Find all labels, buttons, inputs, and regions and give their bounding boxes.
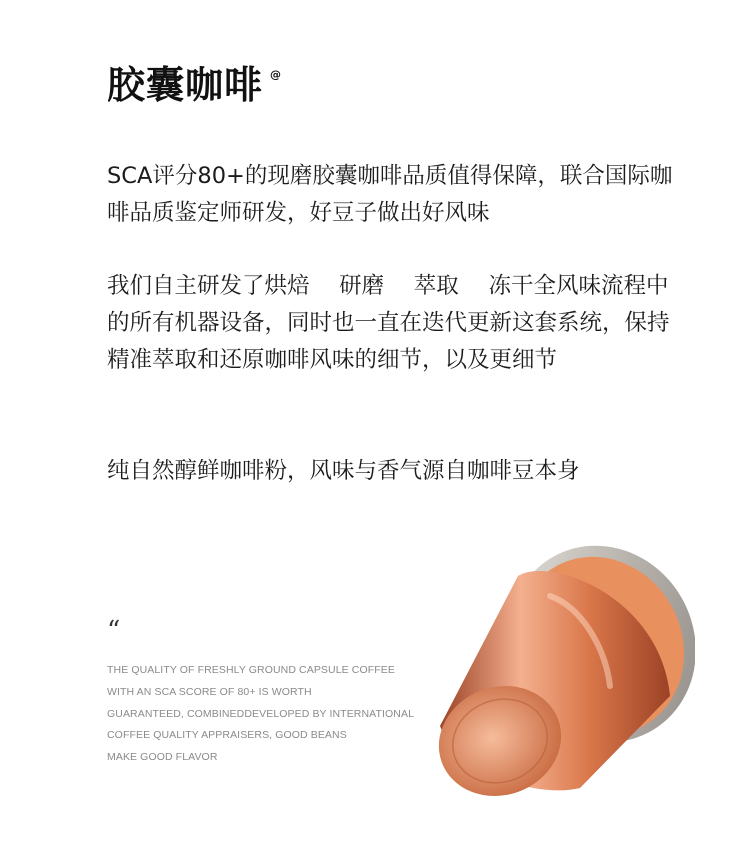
english-line: WITH AN SCA SCORE OF 80+ IS WORTH (107, 685, 312, 698)
intro-paragraph: SCA评分80+的现磨胶囊咖啡品质值得保障，联合国际咖啡品质鉴定师研发，好豆子做出好风味 (107, 163, 673, 226)
coffee-capsule-image (430, 536, 695, 806)
page-title: 胶囊咖啡 (107, 63, 264, 107)
english-line: MAKE GOOD FLAVOR (107, 751, 218, 764)
english-line: THE QUALITY OF FRESHLY GROUND CAPSULE COFFEE (107, 664, 395, 676)
flavor-paragraph: 纯自然醇鲜咖啡粉，风味与香气源自咖啡豆本身 (107, 458, 580, 484)
english-line: GUARANTEED, COMBINEDDEVELOPED BY INTERNATIONAL (107, 707, 415, 720)
quote-mark: “ (107, 616, 121, 646)
english-line: COFFEE QUALITY APPRAISERS, GOOD BEANS (107, 729, 347, 742)
process-paragraph: 我们自主研发了烘焙 研磨 萃取 冻干全风味流程中的所有机器设备，同时也一直在迭代更新这套系统，保持精准萃取和还原咖啡风味的细节，以及更细节 (107, 273, 670, 373)
title-mark: @ (270, 68, 281, 81)
english-description (107, 660, 427, 769)
